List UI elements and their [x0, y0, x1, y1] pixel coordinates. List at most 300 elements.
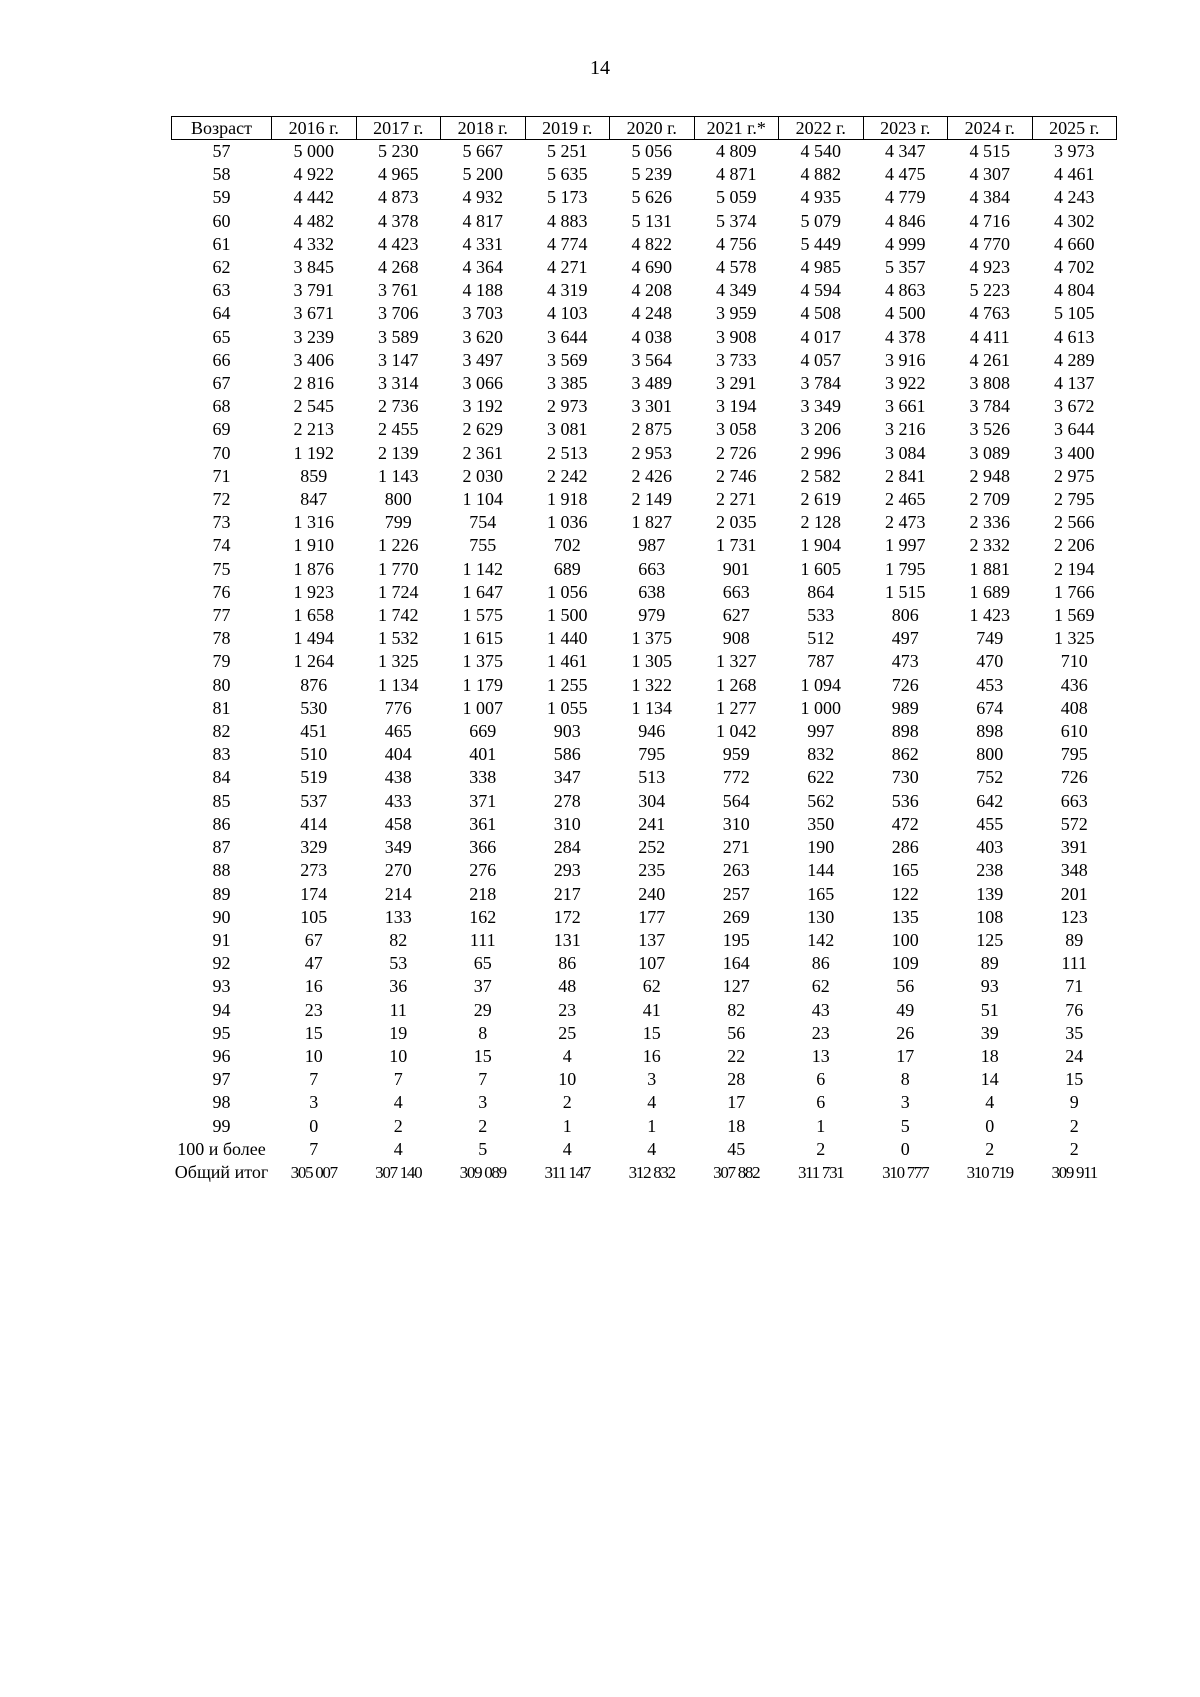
value-cell: 3 808 [969, 373, 1010, 394]
value-cell: 1 923 [293, 581, 334, 602]
value-cell: 338 [469, 767, 497, 788]
value-cell: 23 [811, 1022, 830, 1043]
value-cell: 1 375 [631, 628, 672, 649]
value-cell: 195 [722, 929, 750, 950]
column-header-year: 2016 г. [272, 117, 357, 140]
value-cell: 3 784 [800, 373, 841, 394]
value-cell: 1 375 [462, 651, 503, 672]
total-label: Общий итог [174, 1161, 269, 1182]
value-cell: 273 [300, 860, 328, 881]
value-cell: 2 206 [1054, 535, 1095, 556]
value-cell: 5 079 [800, 210, 841, 231]
value-cell: 14 [980, 1069, 999, 1090]
value-cell: 4 613 [1054, 326, 1095, 347]
value-cell: 2 035 [716, 512, 757, 533]
table-row [172, 813, 1117, 836]
table-row [172, 210, 1117, 233]
table-row [172, 1022, 1117, 1045]
value-cell: 1 615 [462, 628, 503, 649]
value-cell: 4 873 [378, 187, 419, 208]
value-cell: 269 [722, 906, 750, 927]
value-cell: 371 [469, 790, 497, 811]
table-row [172, 1115, 1117, 1138]
value-cell: 3 [478, 1092, 488, 1113]
value-cell: 1 575 [462, 605, 503, 626]
value-cell: 10 [304, 1045, 323, 1066]
value-cell: 663 [1060, 790, 1088, 811]
value-cell: 754 [469, 512, 497, 533]
value-cell: 4 965 [378, 164, 419, 185]
value-cell: 278 [553, 790, 581, 811]
value-cell: 1 134 [631, 697, 672, 718]
age-cell: 72 [212, 489, 231, 510]
value-cell: 4 411 [969, 326, 1010, 347]
value-cell: 404 [384, 744, 412, 765]
value-cell: 663 [722, 581, 750, 602]
age-cell: 96 [212, 1045, 231, 1066]
table-row [172, 883, 1117, 906]
value-cell: 1 104 [462, 489, 503, 510]
age-cell: 100 и более [177, 1138, 266, 1159]
value-cell: 240 [638, 883, 666, 904]
value-cell: 3 089 [969, 442, 1010, 463]
value-cell: 4 985 [800, 257, 841, 278]
value-cell: 4 779 [885, 187, 926, 208]
value-cell: 3 661 [885, 396, 926, 417]
value-cell: 174 [300, 883, 328, 904]
value-cell: 4 883 [547, 210, 588, 231]
value-cell: 122 [891, 883, 919, 904]
value-cell: 5 230 [378, 141, 419, 161]
value-cell: 3 349 [800, 396, 841, 417]
value-cell: 3 194 [716, 396, 757, 417]
value-cell: 16 [642, 1045, 661, 1066]
value-cell: 979 [638, 605, 666, 626]
value-cell: 4 261 [969, 349, 1010, 370]
value-cell: 2 816 [293, 373, 334, 394]
table-row [172, 395, 1117, 418]
value-cell: 71 [1065, 976, 1084, 997]
value-cell: 2 361 [462, 442, 503, 463]
value-cell: 86 [558, 953, 577, 974]
value-cell: 25 [558, 1022, 577, 1043]
value-cell: 403 [976, 837, 1004, 858]
value-cell: 1 997 [885, 535, 926, 556]
value-cell: 513 [638, 767, 666, 788]
value-cell: 0 [985, 1115, 995, 1136]
value-cell: 987 [638, 535, 666, 556]
value-cell: 903 [553, 721, 581, 742]
value-cell: 1 192 [293, 442, 334, 463]
value-cell: 62 [642, 976, 661, 997]
value-cell: 4 594 [800, 280, 841, 301]
value-cell: 497 [891, 628, 919, 649]
value-cell: 4 770 [969, 233, 1010, 254]
value-cell: 7 [309, 1138, 319, 1159]
value-cell: 7 [478, 1069, 488, 1090]
value-cell: 89 [1065, 929, 1084, 950]
value-cell: 4 461 [1054, 164, 1095, 185]
value-cell: 2 875 [631, 419, 672, 440]
age-cell: 80 [212, 674, 231, 695]
age-cell: 61 [212, 233, 231, 254]
value-cell: 3 620 [462, 326, 503, 347]
value-cell: 2 [816, 1138, 826, 1159]
age-cell: 73 [212, 512, 231, 533]
value-cell: 564 [722, 790, 750, 811]
value-cell: 7 [393, 1069, 403, 1090]
value-cell: 1 316 [293, 512, 334, 533]
value-cell: 1 795 [885, 558, 926, 579]
age-cell: 85 [212, 790, 231, 811]
value-cell: 24 [1065, 1045, 1084, 1066]
value-cell: 4 804 [1054, 280, 1095, 301]
value-cell: 1 264 [293, 651, 334, 672]
value-cell: 5 667 [462, 141, 503, 161]
value-cell: 4 774 [547, 233, 588, 254]
total-row [172, 1161, 1117, 1184]
value-cell: 2 149 [631, 489, 672, 510]
value-cell: 536 [891, 790, 919, 811]
value-cell: 3 644 [547, 326, 588, 347]
value-cell: 4 378 [885, 326, 926, 347]
value-cell: 3 791 [293, 280, 334, 301]
value-cell: 3 908 [716, 326, 757, 347]
value-cell: 4 038 [631, 326, 672, 347]
age-cell: 68 [212, 396, 231, 417]
table-row [172, 1091, 1117, 1114]
value-cell: 3 147 [378, 349, 419, 370]
value-cell: 4 [393, 1092, 403, 1113]
value-cell: 787 [807, 651, 835, 672]
value-cell: 4 660 [1054, 233, 1095, 254]
value-cell: 663 [638, 558, 666, 579]
value-cell: 214 [384, 883, 412, 904]
value-cell: 436 [1060, 674, 1088, 695]
age-cell: 90 [212, 906, 231, 927]
column-header-year: 2022 г. [779, 117, 864, 140]
population-table [171, 116, 1117, 1184]
value-cell: 519 [300, 767, 328, 788]
value-cell: 3 564 [631, 349, 672, 370]
table-row [172, 465, 1117, 488]
table-row [172, 627, 1117, 650]
value-cell: 669 [469, 721, 497, 742]
value-cell: 5 357 [885, 257, 926, 278]
value-cell: 17 [896, 1045, 915, 1066]
value-cell: 19 [389, 1022, 408, 1043]
table-row [172, 442, 1117, 465]
table-row [172, 163, 1117, 186]
value-cell: 4 243 [1054, 187, 1095, 208]
value-cell: 131 [553, 929, 581, 950]
value-cell: 310 [722, 813, 750, 834]
value-cell: 238 [976, 860, 1004, 881]
value-cell: 4 482 [293, 210, 334, 231]
value-cell: 864 [807, 581, 835, 602]
value-cell: 6 [816, 1069, 826, 1090]
value-cell: 5 251 [547, 141, 588, 161]
value-cell: 2 629 [462, 419, 503, 440]
value-cell: 1 515 [885, 581, 926, 602]
table-row [172, 929, 1117, 952]
value-cell: 4 702 [1054, 257, 1095, 278]
value-cell: 776 [384, 697, 412, 718]
value-cell: 1 [816, 1115, 826, 1136]
age-cell: 98 [212, 1092, 231, 1113]
value-cell: 642 [976, 790, 1004, 811]
value-cell: 4 [393, 1138, 403, 1159]
value-cell: 5 000 [293, 141, 334, 161]
value-cell: 2 139 [378, 442, 419, 463]
value-cell: 8 [900, 1069, 910, 1090]
value-cell: 5 059 [716, 187, 757, 208]
value-cell: 190 [807, 837, 835, 858]
value-cell: 35 [1065, 1022, 1084, 1043]
value-cell: 23 [558, 999, 577, 1020]
value-cell: 36 [389, 976, 408, 997]
value-cell: 1 658 [293, 605, 334, 626]
value-cell: 472 [891, 813, 919, 834]
value-cell: 2 975 [1054, 465, 1095, 486]
value-cell: 876 [300, 674, 328, 695]
value-cell: 5 626 [631, 187, 672, 208]
value-cell: 3 385 [547, 373, 588, 394]
total-value: 305 007 [290, 1162, 337, 1182]
value-cell: 832 [807, 744, 835, 765]
value-cell: 1 305 [631, 651, 672, 672]
value-cell: 135 [891, 906, 919, 927]
value-cell: 3 569 [547, 349, 588, 370]
age-cell: 78 [212, 628, 231, 649]
value-cell: 2 582 [800, 465, 841, 486]
value-cell: 2 [393, 1115, 403, 1136]
value-cell: 3 497 [462, 349, 503, 370]
column-header-year: 2017 г. [356, 117, 441, 140]
age-cell: 94 [212, 999, 231, 1020]
value-cell: 4 [647, 1092, 657, 1113]
value-cell: 3 400 [1054, 442, 1095, 463]
value-cell: 89 [980, 953, 999, 974]
value-cell: 4 690 [631, 257, 672, 278]
value-cell: 111 [469, 929, 496, 950]
value-cell: 164 [722, 953, 750, 974]
value-cell: 4 271 [547, 257, 588, 278]
value-cell: 1 440 [547, 628, 588, 649]
value-cell: 4 923 [969, 257, 1010, 278]
table-row [172, 975, 1117, 998]
value-cell: 455 [976, 813, 1004, 834]
table-row [172, 836, 1117, 859]
value-cell: 1 910 [293, 535, 334, 556]
table-row [172, 1045, 1117, 1068]
total-value: 307 140 [375, 1162, 422, 1182]
value-cell: 1 179 [462, 674, 503, 695]
value-cell: 610 [1060, 721, 1088, 742]
value-cell: 3 784 [969, 396, 1010, 417]
age-cell: 93 [212, 976, 231, 997]
value-cell: 165 [807, 883, 835, 904]
value-cell: 4 756 [716, 233, 757, 254]
value-cell: 47 [304, 953, 323, 974]
value-cell: 959 [722, 744, 750, 765]
value-cell: 2 [562, 1092, 572, 1113]
column-header-year: 2018 г. [441, 117, 526, 140]
value-cell: 401 [469, 744, 497, 765]
value-cell: 1 532 [378, 628, 419, 649]
value-cell: 1 766 [1054, 581, 1095, 602]
value-cell: 26 [896, 1022, 915, 1043]
value-cell: 3 671 [293, 303, 334, 324]
column-header-year: 2020 г. [610, 117, 695, 140]
value-cell: 752 [976, 767, 1004, 788]
value-cell: 56 [727, 1022, 746, 1043]
value-cell: 15 [1065, 1069, 1084, 1090]
table-row [172, 581, 1117, 604]
age-cell: 79 [212, 651, 231, 672]
value-cell: 533 [807, 605, 835, 626]
value-cell: 1 327 [716, 651, 757, 672]
value-cell: 997 [807, 721, 835, 742]
value-cell: 586 [553, 744, 581, 765]
value-cell: 4 822 [631, 233, 672, 254]
age-cell: 83 [212, 744, 231, 765]
value-cell: 1 042 [716, 721, 757, 742]
table-row [172, 279, 1117, 302]
value-cell: 76 [1065, 999, 1084, 1020]
value-cell: 3 761 [378, 280, 419, 301]
table-row [172, 233, 1117, 256]
table-body [172, 140, 1117, 1185]
value-cell: 1 134 [378, 674, 419, 695]
age-cell: 91 [212, 929, 231, 950]
value-cell: 4 922 [293, 164, 334, 185]
age-cell: 95 [212, 1022, 231, 1043]
value-cell: 5 [900, 1115, 910, 1136]
value-cell: 1 494 [293, 628, 334, 649]
value-cell: 1 322 [631, 674, 672, 695]
value-cell: 107 [638, 953, 666, 974]
value-cell: 11 [389, 999, 407, 1020]
value-cell: 293 [553, 860, 581, 881]
age-cell: 65 [212, 326, 231, 347]
value-cell: 3 703 [462, 303, 503, 324]
value-cell: 5 056 [631, 141, 672, 161]
value-cell: 1 605 [800, 558, 841, 579]
value-cell: 465 [384, 721, 412, 742]
value-cell: 111 [1061, 953, 1088, 974]
table-row [172, 650, 1117, 673]
value-cell: 51 [980, 999, 999, 1020]
value-cell: 1 461 [547, 651, 588, 672]
value-cell: 108 [976, 906, 1004, 927]
value-cell: 125 [976, 929, 1004, 950]
value-cell: 3 216 [885, 419, 926, 440]
value-cell: 18 [727, 1115, 746, 1136]
value-cell: 284 [553, 837, 581, 858]
value-cell: 3 [647, 1069, 657, 1090]
value-cell: 1 325 [378, 651, 419, 672]
value-cell: 2 030 [462, 465, 503, 486]
value-cell: 3 084 [885, 442, 926, 463]
value-cell: 23 [304, 999, 323, 1020]
value-cell: 2 566 [1054, 512, 1095, 533]
total-value: 309 089 [459, 1162, 506, 1182]
value-cell: 67 [304, 929, 323, 950]
value-cell: 2 545 [293, 396, 334, 417]
value-cell: 271 [722, 837, 750, 858]
value-cell: 4 882 [800, 164, 841, 185]
value-cell: 408 [1060, 697, 1088, 718]
value-cell: 4 817 [462, 210, 503, 231]
value-cell: 1 731 [716, 535, 757, 556]
value-cell: 5 [478, 1138, 488, 1159]
value-cell: 4 [985, 1092, 995, 1113]
value-cell: 8 [478, 1022, 488, 1043]
value-cell: 3 058 [716, 419, 757, 440]
value-cell: 130 [807, 906, 835, 927]
value-cell: 5 635 [547, 164, 588, 185]
value-cell: 361 [469, 813, 497, 834]
table-row [172, 674, 1117, 697]
value-cell: 4 208 [631, 280, 672, 301]
value-cell: 7 [309, 1069, 319, 1090]
value-cell: 5 449 [800, 233, 841, 254]
value-cell: 218 [469, 883, 497, 904]
age-cell: 75 [212, 558, 231, 579]
age-cell: 82 [212, 721, 231, 742]
value-cell: 257 [722, 883, 750, 904]
age-cell: 77 [212, 605, 231, 626]
value-cell: 702 [553, 535, 581, 556]
value-cell: 4 716 [969, 210, 1010, 231]
table-row [172, 604, 1117, 627]
value-cell: 4 475 [885, 164, 926, 185]
value-cell: 0 [900, 1138, 910, 1159]
value-cell: 4 809 [716, 141, 757, 161]
value-cell: 4 057 [800, 349, 841, 370]
value-cell: 1 226 [378, 535, 419, 556]
value-cell: 1 876 [293, 558, 334, 579]
value-cell: 2 213 [293, 419, 334, 440]
age-cell: 69 [212, 419, 231, 440]
value-cell: 530 [300, 697, 328, 718]
value-cell: 1 742 [378, 605, 419, 626]
value-cell: 433 [384, 790, 412, 811]
value-cell: 82 [389, 929, 408, 950]
value-cell: 4 332 [293, 233, 334, 254]
age-cell: 64 [212, 303, 231, 324]
value-cell: 2 996 [800, 442, 841, 463]
value-cell: 795 [1060, 744, 1088, 765]
value-cell: 2 473 [885, 512, 926, 533]
value-cell: 901 [722, 558, 750, 579]
value-cell: 391 [1060, 837, 1088, 858]
value-cell: 1 036 [547, 512, 588, 533]
value-cell: 137 [638, 929, 666, 950]
value-cell: 10 [389, 1045, 408, 1066]
table-row [172, 1138, 1117, 1161]
value-cell: 1 055 [547, 697, 588, 718]
value-cell: 3 291 [716, 373, 757, 394]
value-cell: 4 932 [462, 187, 503, 208]
table-row [172, 256, 1117, 279]
value-cell: 4 999 [885, 233, 926, 254]
value-cell: 2 795 [1054, 489, 1095, 510]
value-cell: 749 [976, 628, 1004, 649]
value-cell: 18 [980, 1045, 999, 1066]
page-number: 14 [590, 57, 610, 79]
